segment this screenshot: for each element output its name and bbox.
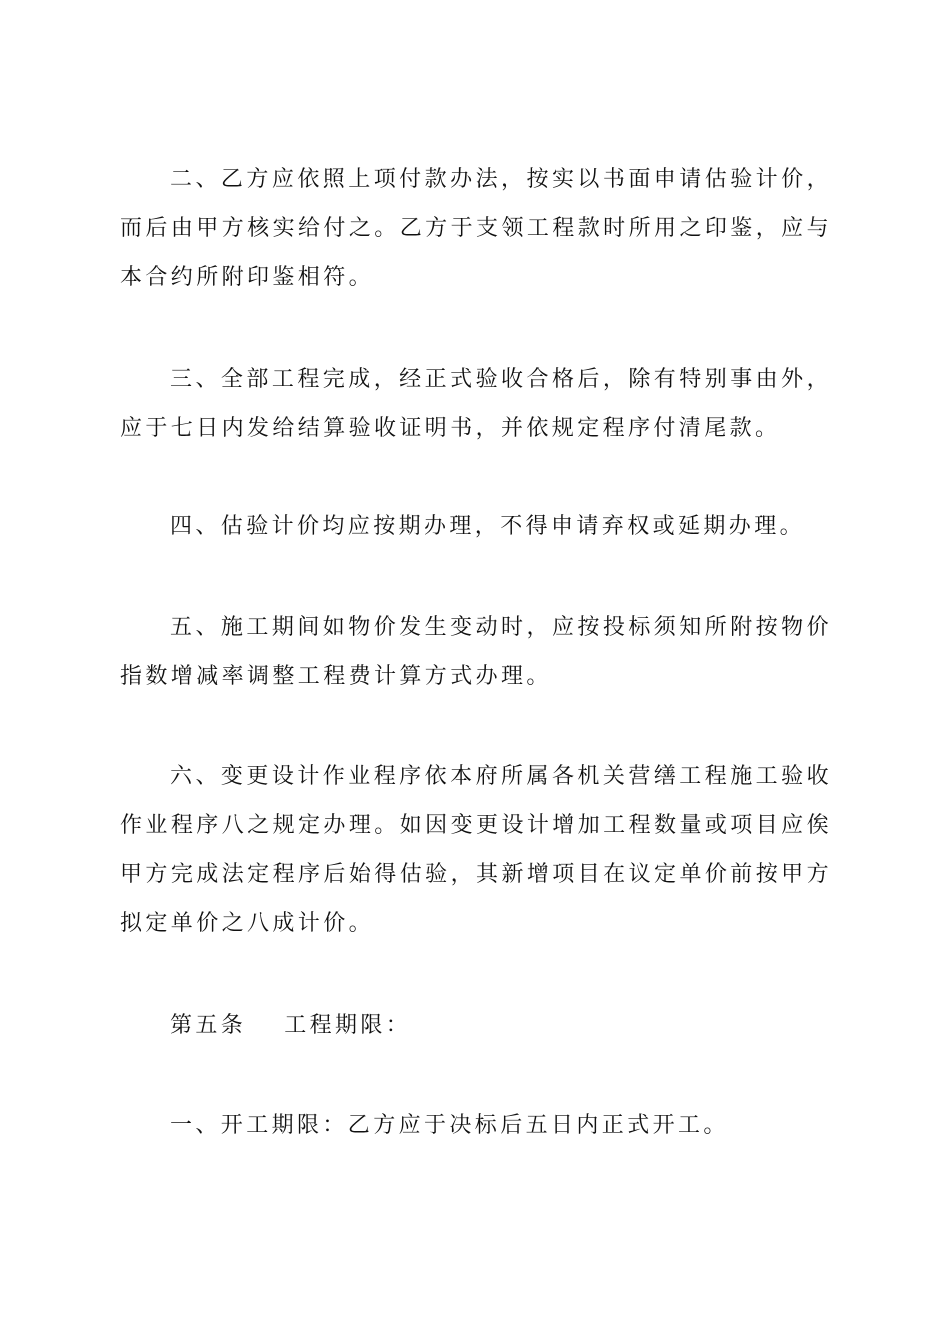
paragraph-valuation-schedule: 四、估验计价均应按期办理，不得申请弃权或延期办理。 — [170, 514, 806, 539]
article-number: 第五条 — [170, 1013, 247, 1038]
article-title: 工程期限： — [284, 1013, 412, 1038]
paragraph-final-payment: 三、全部工程完成，经正式验收合格后，除有特别事由外，应于七日内发给结算验收证明书，并依规定程序付清尾款。 — [120, 367, 832, 441]
paragraph-design-change: 六、变更设计作业程序依本府所属各机关营缮工程施工验收作业程序八之规定办理。如因变更设计增加工程数量或项目应俟甲方完成法定程序后始得估验，其新增项目在议定单价前按甲方拟定单价之八成计价。 — [120, 764, 832, 936]
article-heading — [120, 1001, 832, 1050]
paragraph-payment-request: 二、乙方应依照上项付款办法，按实以书面申请估验计价，而后由甲方核实给付之。乙方于支领工程款时所用之印鉴，应与本合约所附印鉴相符。 — [120, 167, 832, 290]
paragraph-price-adjustment: 五、施工期间如物价发生变动时，应按投标须知所附按物价指数增减率调整工程费计算方式办理。 — [120, 615, 832, 689]
paragraph-start-deadline: 一、开工期限：乙方应于决标后五日内正式开工。 — [170, 1113, 729, 1138]
